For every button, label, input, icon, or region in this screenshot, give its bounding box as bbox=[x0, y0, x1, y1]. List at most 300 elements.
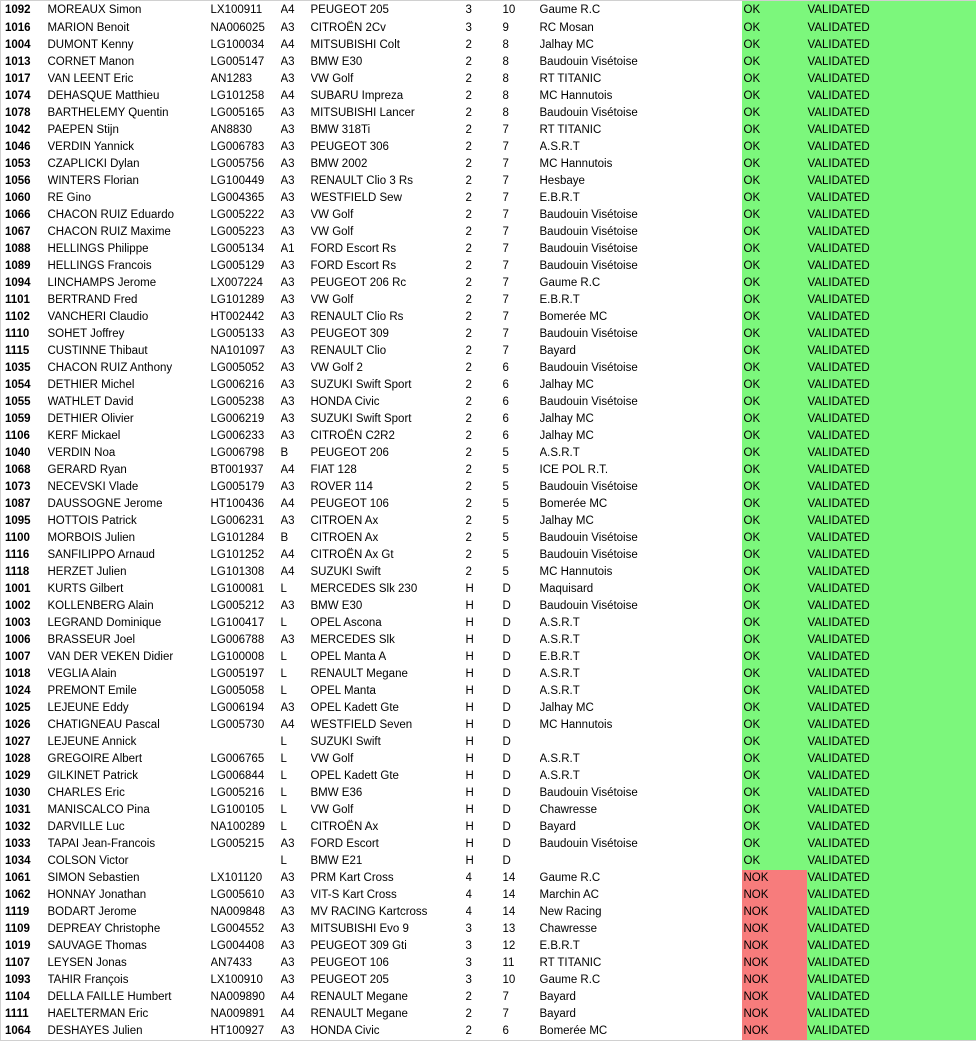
driver-name: HONNAY Jonathan bbox=[48, 887, 211, 904]
driver-name: SOHET Joffrey bbox=[48, 326, 211, 343]
validation-cell: VALIDATED bbox=[807, 241, 976, 258]
driver-name: VERDIN Noa bbox=[48, 445, 211, 462]
group: 2 bbox=[466, 292, 503, 309]
division: D bbox=[503, 751, 540, 768]
division: 6 bbox=[503, 360, 540, 377]
group: 2 bbox=[466, 258, 503, 275]
table-row bbox=[1, 224, 976, 241]
status-cell: OK bbox=[742, 632, 807, 649]
division: 7 bbox=[503, 258, 540, 275]
table-row bbox=[1, 377, 976, 394]
license-number: AN8830 bbox=[211, 122, 281, 139]
driver-name: DAUSSOGNE Jerome bbox=[48, 496, 211, 513]
table-row bbox=[1, 428, 976, 445]
class: A3 bbox=[281, 904, 311, 921]
driver-name: NECEVSKI Vlade bbox=[48, 479, 211, 496]
driver-name: HOTTOIS Patrick bbox=[48, 513, 211, 530]
license-number: LG005238 bbox=[211, 394, 281, 411]
validation-cell: VALIDATED bbox=[807, 428, 976, 445]
group: 2 bbox=[466, 1006, 503, 1023]
car-model: CITROEN Ax bbox=[311, 513, 466, 530]
table-row bbox=[1, 921, 976, 938]
entry-number: 1061 bbox=[1, 870, 48, 887]
club: A.S.R.T bbox=[540, 751, 742, 768]
club: Jalhay MC bbox=[540, 513, 742, 530]
table-row bbox=[1, 564, 976, 581]
car-model: RENAULT Clio bbox=[311, 343, 466, 360]
validation-cell: VALIDATED bbox=[807, 343, 976, 360]
entry-number: 1027 bbox=[1, 734, 48, 751]
club: RT TITANIC bbox=[540, 122, 742, 139]
class: A4 bbox=[281, 88, 311, 105]
division: 5 bbox=[503, 564, 540, 581]
club: MC Hannutois bbox=[540, 717, 742, 734]
table-row bbox=[1, 870, 976, 887]
entry-number: 1025 bbox=[1, 700, 48, 717]
status-cell: OK bbox=[742, 411, 807, 428]
car-model: PEUGEOT 309 Gti bbox=[311, 938, 466, 955]
entry-number: 1078 bbox=[1, 105, 48, 122]
validation-cell: VALIDATED bbox=[807, 156, 976, 173]
validation-cell: VALIDATED bbox=[807, 479, 976, 496]
class: A3 bbox=[281, 20, 311, 37]
club: Baudouin Visétoise bbox=[540, 54, 742, 71]
club: Baudouin Visétoise bbox=[540, 530, 742, 547]
table-row bbox=[1, 530, 976, 547]
entry-number: 1024 bbox=[1, 683, 48, 700]
group: H bbox=[466, 632, 503, 649]
division: 14 bbox=[503, 887, 540, 904]
group: 2 bbox=[466, 207, 503, 224]
entry-number: 1016 bbox=[1, 20, 48, 37]
table-row bbox=[1, 122, 976, 139]
division: 5 bbox=[503, 547, 540, 564]
class: A4 bbox=[281, 1006, 311, 1023]
validation-cell: VALIDATED bbox=[807, 530, 976, 547]
division: 9 bbox=[503, 20, 540, 37]
status-cell: OK bbox=[742, 717, 807, 734]
class: A3 bbox=[281, 700, 311, 717]
table-row bbox=[1, 479, 976, 496]
division: 7 bbox=[503, 326, 540, 343]
division: 8 bbox=[503, 71, 540, 88]
entry-number: 1110 bbox=[1, 326, 48, 343]
class: A3 bbox=[281, 326, 311, 343]
license-number: LG005223 bbox=[211, 224, 281, 241]
validation-cell: VALIDATED bbox=[807, 938, 976, 955]
table-row bbox=[1, 275, 976, 292]
validation-cell: VALIDATED bbox=[807, 88, 976, 105]
group: 2 bbox=[466, 71, 503, 88]
division: D bbox=[503, 717, 540, 734]
table-row bbox=[1, 20, 976, 37]
group: 2 bbox=[466, 139, 503, 156]
car-model: OPEL Kadett Gte bbox=[311, 768, 466, 785]
driver-name: CHACON RUIZ Anthony bbox=[48, 360, 211, 377]
status-cell: OK bbox=[742, 37, 807, 54]
division: D bbox=[503, 853, 540, 870]
car-model: OPEL Manta bbox=[311, 683, 466, 700]
entry-number: 1106 bbox=[1, 428, 48, 445]
table-row bbox=[1, 343, 976, 360]
table-row bbox=[1, 1023, 976, 1041]
table-row bbox=[1, 802, 976, 819]
class: A3 bbox=[281, 292, 311, 309]
club: Bayard bbox=[540, 343, 742, 360]
division: 11 bbox=[503, 955, 540, 972]
table-row bbox=[1, 819, 976, 836]
entry-number: 1032 bbox=[1, 819, 48, 836]
club: Chawresse bbox=[540, 921, 742, 938]
driver-name: KOLLENBERG Alain bbox=[48, 598, 211, 615]
status-cell: OK bbox=[742, 258, 807, 275]
division: D bbox=[503, 666, 540, 683]
license-number: LG100449 bbox=[211, 173, 281, 190]
car-model: SUZUKI Swift Sport bbox=[311, 377, 466, 394]
class: A3 bbox=[281, 207, 311, 224]
group: 2 bbox=[466, 190, 503, 207]
club: MC Hannutois bbox=[540, 88, 742, 105]
group: 2 bbox=[466, 122, 503, 139]
division: 8 bbox=[503, 105, 540, 122]
entry-number: 1031 bbox=[1, 802, 48, 819]
license-number: LG101284 bbox=[211, 530, 281, 547]
group: 2 bbox=[466, 275, 503, 292]
group: 2 bbox=[466, 54, 503, 71]
license-number: LG006765 bbox=[211, 751, 281, 768]
validation-cell: VALIDATED bbox=[807, 1, 976, 21]
club: Bomerée MC bbox=[540, 496, 742, 513]
division: 10 bbox=[503, 1, 540, 21]
entry-number: 1029 bbox=[1, 768, 48, 785]
license-number: LG101289 bbox=[211, 292, 281, 309]
car-model: VW Golf bbox=[311, 207, 466, 224]
table-row bbox=[1, 547, 976, 564]
car-model: PEUGEOT 306 bbox=[311, 139, 466, 156]
class: A3 bbox=[281, 71, 311, 88]
division: D bbox=[503, 615, 540, 632]
validation-cell: VALIDATED bbox=[807, 122, 976, 139]
driver-name: PREMONT Emile bbox=[48, 683, 211, 700]
status-cell: OK bbox=[742, 683, 807, 700]
validation-cell: VALIDATED bbox=[807, 615, 976, 632]
status-cell: OK bbox=[742, 377, 807, 394]
table-row bbox=[1, 326, 976, 343]
entry-number: 1088 bbox=[1, 241, 48, 258]
car-model: OPEL Ascona bbox=[311, 615, 466, 632]
division: D bbox=[503, 785, 540, 802]
validation-cell: VALIDATED bbox=[807, 768, 976, 785]
club: Baudouin Visétoise bbox=[540, 326, 742, 343]
table-row bbox=[1, 632, 976, 649]
table-row bbox=[1, 513, 976, 530]
club: Jalhay MC bbox=[540, 700, 742, 717]
license-number: LG005147 bbox=[211, 54, 281, 71]
club: Baudouin Visétoise bbox=[540, 479, 742, 496]
division: 8 bbox=[503, 88, 540, 105]
license-number: LX100911 bbox=[211, 1, 281, 21]
club: Baudouin Visétoise bbox=[540, 394, 742, 411]
car-model: VW Golf bbox=[311, 802, 466, 819]
club: A.S.R.T bbox=[540, 139, 742, 156]
class: A4 bbox=[281, 37, 311, 54]
status-cell: OK bbox=[742, 598, 807, 615]
status-cell: OK bbox=[742, 20, 807, 37]
class: A3 bbox=[281, 938, 311, 955]
license-number: LG006798 bbox=[211, 445, 281, 462]
division: 7 bbox=[503, 275, 540, 292]
class: A3 bbox=[281, 836, 311, 853]
validation-cell: VALIDATED bbox=[807, 683, 976, 700]
status-cell: OK bbox=[742, 326, 807, 343]
entry-number: 1046 bbox=[1, 139, 48, 156]
license-number: LG101308 bbox=[211, 564, 281, 581]
division: 7 bbox=[503, 241, 540, 258]
status-cell: OK bbox=[742, 292, 807, 309]
division: 7 bbox=[503, 1006, 540, 1023]
license-number: HT100436 bbox=[211, 496, 281, 513]
entry-number: 1093 bbox=[1, 972, 48, 989]
car-model: SUZUKI Swift Sport bbox=[311, 411, 466, 428]
entry-number: 1073 bbox=[1, 479, 48, 496]
table-row bbox=[1, 768, 976, 785]
car-model: VW Golf bbox=[311, 292, 466, 309]
validation-cell: VALIDATED bbox=[807, 20, 976, 37]
validation-cell: VALIDATED bbox=[807, 836, 976, 853]
club: Bayard bbox=[540, 989, 742, 1006]
license-number: LG006216 bbox=[211, 377, 281, 394]
class: A4 bbox=[281, 547, 311, 564]
car-model: BMW E30 bbox=[311, 54, 466, 71]
license-number: LG100034 bbox=[211, 37, 281, 54]
driver-name: SANFILIPPO Arnaud bbox=[48, 547, 211, 564]
car-model: PRM Kart Cross bbox=[311, 870, 466, 887]
table-row bbox=[1, 887, 976, 904]
division: D bbox=[503, 836, 540, 853]
table-row bbox=[1, 734, 976, 751]
license-number: NA009890 bbox=[211, 989, 281, 1006]
table-row bbox=[1, 173, 976, 190]
driver-name: MOREAUX Simon bbox=[48, 1, 211, 21]
validation-cell: VALIDATED bbox=[807, 751, 976, 768]
group: H bbox=[466, 768, 503, 785]
club: Baudouin Visétoise bbox=[540, 241, 742, 258]
division: 6 bbox=[503, 1023, 540, 1041]
status-cell: OK bbox=[742, 241, 807, 258]
table-row bbox=[1, 309, 976, 326]
car-model: FORD Escort bbox=[311, 836, 466, 853]
validation-cell: VALIDATED bbox=[807, 547, 976, 564]
validation-cell: VALIDATED bbox=[807, 734, 976, 751]
group: 2 bbox=[466, 496, 503, 513]
class: B bbox=[281, 445, 311, 462]
status-cell: OK bbox=[742, 768, 807, 785]
club: Gaume R.C bbox=[540, 870, 742, 887]
driver-name: HELLINGS Francois bbox=[48, 258, 211, 275]
table-row bbox=[1, 37, 976, 54]
driver-name: KERF Mickael bbox=[48, 428, 211, 445]
entry-number: 1030 bbox=[1, 785, 48, 802]
car-model: FORD Escort Rs bbox=[311, 258, 466, 275]
club: E.B.R.T bbox=[540, 190, 742, 207]
validation-cell: VALIDATED bbox=[807, 173, 976, 190]
entry-list-body bbox=[1, 1, 976, 1041]
club: Jalhay MC bbox=[540, 411, 742, 428]
status-cell: OK bbox=[742, 564, 807, 581]
entry-number: 1004 bbox=[1, 37, 48, 54]
division: 13 bbox=[503, 921, 540, 938]
status-cell: NOK bbox=[742, 938, 807, 955]
car-model: OPEL Kadett Gte bbox=[311, 700, 466, 717]
car-model: ROVER 114 bbox=[311, 479, 466, 496]
division: 14 bbox=[503, 870, 540, 887]
group: 4 bbox=[466, 887, 503, 904]
table-row bbox=[1, 105, 976, 122]
class: A3 bbox=[281, 309, 311, 326]
club: Baudouin Visétoise bbox=[540, 785, 742, 802]
entry-number: 1006 bbox=[1, 632, 48, 649]
entry-number: 1067 bbox=[1, 224, 48, 241]
entry-number: 1053 bbox=[1, 156, 48, 173]
driver-name: TAPAI Jean-Francois bbox=[48, 836, 211, 853]
club: Maquisard bbox=[540, 581, 742, 598]
status-cell: OK bbox=[742, 479, 807, 496]
class: A3 bbox=[281, 887, 311, 904]
driver-name: KURTS Gilbert bbox=[48, 581, 211, 598]
driver-name: DETHIER Michel bbox=[48, 377, 211, 394]
license-number: HT100927 bbox=[211, 1023, 281, 1041]
driver-name: WATHLET David bbox=[48, 394, 211, 411]
status-cell: OK bbox=[742, 547, 807, 564]
status-cell: OK bbox=[742, 581, 807, 598]
car-model: RENAULT Megane bbox=[311, 989, 466, 1006]
status-cell: OK bbox=[742, 1, 807, 21]
club bbox=[540, 853, 742, 870]
table-row bbox=[1, 972, 976, 989]
license-number: LG005216 bbox=[211, 785, 281, 802]
division: 8 bbox=[503, 54, 540, 71]
club: Gaume R.C bbox=[540, 275, 742, 292]
class: A3 bbox=[281, 377, 311, 394]
license-number: LX007224 bbox=[211, 275, 281, 292]
division: 5 bbox=[503, 513, 540, 530]
validation-cell: VALIDATED bbox=[807, 258, 976, 275]
division: 7 bbox=[503, 173, 540, 190]
car-model: VW Golf 2 bbox=[311, 360, 466, 377]
entry-number: 1007 bbox=[1, 649, 48, 666]
class: A3 bbox=[281, 139, 311, 156]
validation-cell: VALIDATED bbox=[807, 666, 976, 683]
table-row bbox=[1, 989, 976, 1006]
driver-name: VERDIN Yannick bbox=[48, 139, 211, 156]
class: B bbox=[281, 530, 311, 547]
status-cell: OK bbox=[742, 649, 807, 666]
status-cell: OK bbox=[742, 445, 807, 462]
validation-cell: VALIDATED bbox=[807, 54, 976, 71]
group: 2 bbox=[466, 479, 503, 496]
status-cell: OK bbox=[742, 309, 807, 326]
club: Bayard bbox=[540, 819, 742, 836]
class: A3 bbox=[281, 1023, 311, 1041]
license-number: LG005052 bbox=[211, 360, 281, 377]
license-number: LG100008 bbox=[211, 649, 281, 666]
group: 2 bbox=[466, 564, 503, 581]
table-row bbox=[1, 683, 976, 700]
club: Baudouin Visétoise bbox=[540, 360, 742, 377]
club: ICE POL R.T. bbox=[540, 462, 742, 479]
class: A3 bbox=[281, 105, 311, 122]
class: L bbox=[281, 649, 311, 666]
license-number: NA009891 bbox=[211, 1006, 281, 1023]
division: 6 bbox=[503, 411, 540, 428]
license-number: LG006233 bbox=[211, 428, 281, 445]
car-model: MERCEDES Slk bbox=[311, 632, 466, 649]
validation-cell: VALIDATED bbox=[807, 870, 976, 887]
division: 12 bbox=[503, 938, 540, 955]
status-cell: OK bbox=[742, 836, 807, 853]
table-row bbox=[1, 717, 976, 734]
car-model: CITROËN 2Cv bbox=[311, 20, 466, 37]
car-model: OPEL Manta A bbox=[311, 649, 466, 666]
driver-name: PAEPEN Stijn bbox=[48, 122, 211, 139]
group: 3 bbox=[466, 921, 503, 938]
table-row bbox=[1, 360, 976, 377]
driver-name: CHATIGNEAU Pascal bbox=[48, 717, 211, 734]
status-cell: OK bbox=[742, 122, 807, 139]
driver-name: RE Gino bbox=[48, 190, 211, 207]
entry-number: 1107 bbox=[1, 955, 48, 972]
club: RT TITANIC bbox=[540, 955, 742, 972]
class: L bbox=[281, 819, 311, 836]
license-number: LG006783 bbox=[211, 139, 281, 156]
entry-number: 1087 bbox=[1, 496, 48, 513]
class: A3 bbox=[281, 224, 311, 241]
validation-cell: VALIDATED bbox=[807, 717, 976, 734]
driver-name: CHACON RUIZ Eduardo bbox=[48, 207, 211, 224]
car-model: VIT-S Kart Cross bbox=[311, 887, 466, 904]
status-cell: OK bbox=[742, 802, 807, 819]
license-number: LG005610 bbox=[211, 887, 281, 904]
car-model: MV RACING Kartcross bbox=[311, 904, 466, 921]
table-row bbox=[1, 751, 976, 768]
status-cell: OK bbox=[742, 156, 807, 173]
division: 7 bbox=[503, 207, 540, 224]
car-model: VW Golf bbox=[311, 751, 466, 768]
class: A3 bbox=[281, 360, 311, 377]
group: H bbox=[466, 717, 503, 734]
class: A3 bbox=[281, 921, 311, 938]
driver-name: VANCHERI Claudio bbox=[48, 309, 211, 326]
driver-name: GERARD Ryan bbox=[48, 462, 211, 479]
division: 5 bbox=[503, 479, 540, 496]
license-number: HT002442 bbox=[211, 309, 281, 326]
group: H bbox=[466, 683, 503, 700]
entry-number: 1026 bbox=[1, 717, 48, 734]
group: 2 bbox=[466, 241, 503, 258]
validation-cell: VALIDATED bbox=[807, 989, 976, 1006]
division: 6 bbox=[503, 377, 540, 394]
license-number: AN1283 bbox=[211, 71, 281, 88]
entry-number: 1068 bbox=[1, 462, 48, 479]
car-model: PEUGEOT 206 Rc bbox=[311, 275, 466, 292]
driver-name: LEJEUNE Annick bbox=[48, 734, 211, 751]
group: 3 bbox=[466, 955, 503, 972]
division: D bbox=[503, 700, 540, 717]
status-cell: OK bbox=[742, 819, 807, 836]
license-number bbox=[211, 853, 281, 870]
validation-cell: VALIDATED bbox=[807, 496, 976, 513]
division: 5 bbox=[503, 462, 540, 479]
